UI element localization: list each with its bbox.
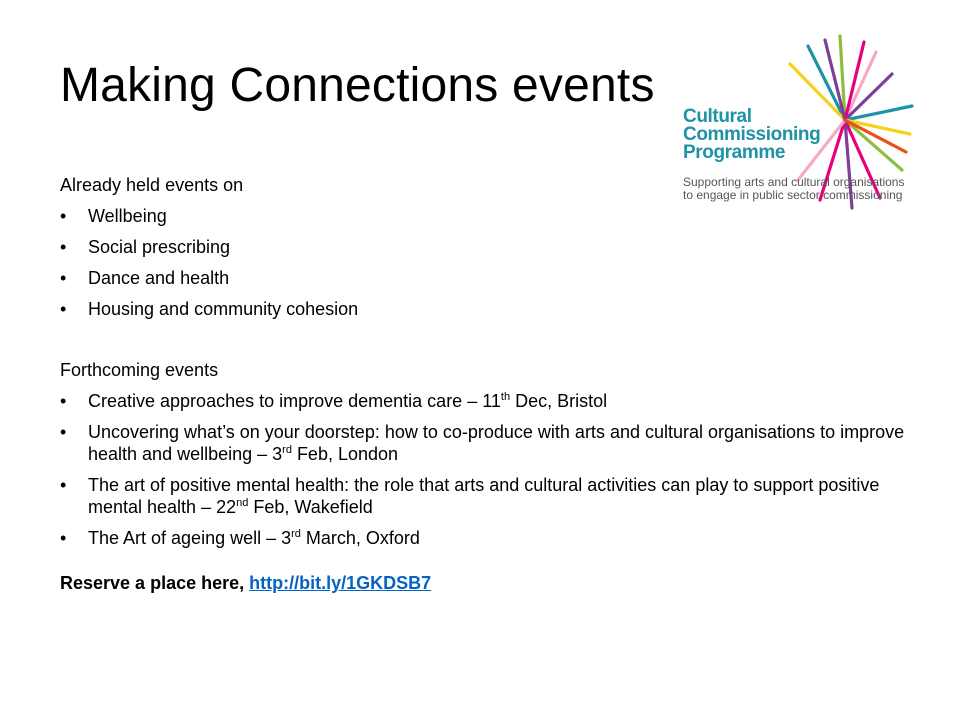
reserve-label: Reserve a place here, (60, 573, 250, 593)
bullet-icon: • (60, 299, 67, 319)
list-item: • Creative approaches to improve dementia care – 11th Dec, Bristol (60, 391, 608, 411)
reserve-line (60, 572, 920, 594)
list-item: • Housing and community cohesion (60, 299, 359, 319)
logo-tagline-2: to engage in public sector commissioning (683, 188, 903, 202)
logo-tagline-1: Supporting arts and cultural organisations (683, 175, 905, 189)
bullet-icon: • (60, 268, 67, 288)
logo-line-2: Commissioning (683, 124, 821, 145)
logo-line-3: Programme (683, 142, 785, 163)
forthcoming-events-intro: Forthcoming events (60, 360, 219, 380)
bullet-icon: • (60, 422, 67, 442)
bullet-icon: • (60, 475, 67, 495)
slide-body (60, 174, 920, 594)
held-events-list (60, 205, 920, 320)
forthcoming-events-list (60, 390, 920, 549)
bullet-icon: • (60, 528, 67, 548)
held-events-intro: Already held events on (60, 175, 244, 195)
list-item: • Dance and health (60, 268, 230, 288)
bullet-icon: • (60, 206, 67, 226)
slide-title: Making Connections events (60, 59, 655, 112)
list-item: • The Art of ageing well – 3rd March, Oxford (60, 528, 420, 548)
list-item: • Social prescribing (60, 237, 231, 257)
reserve-link[interactable]: http://bit.ly/1GKDSB7 (249, 573, 432, 593)
bullet-icon: • (60, 237, 67, 257)
bullet-icon: • (60, 391, 67, 411)
list-item: • Uncovering what’s on your doorstep: how to co-produce with arts and cultural organisations to improve health and wellbeing – 3rd Feb, London (60, 422, 905, 464)
list-item: • The art of positive mental health: the role that arts and cultural activities can play to support positive mental health – 22nd Feb, Wakefield (60, 475, 880, 517)
logo-line-1: Cultural (683, 106, 752, 127)
list-item: • Wellbeing (60, 206, 167, 226)
